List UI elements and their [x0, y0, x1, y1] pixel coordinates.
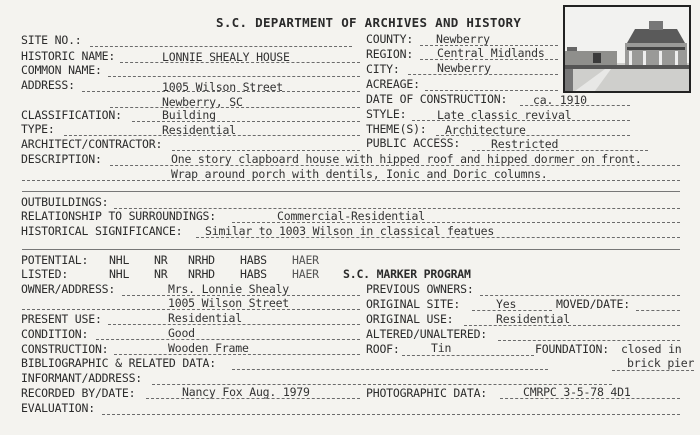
listed-habs: HABS: [240, 267, 267, 281]
listed-nr: NR: [154, 267, 168, 281]
owner-line1: Mrs. Lonnie Shealy: [168, 282, 290, 296]
foundation-label: FOUNDATION:: [535, 342, 609, 356]
type-line: [64, 135, 360, 136]
style-label: STYLE:: [366, 107, 407, 121]
description-line1: One story clapboard house with hipped roof and hipped dormer on front.: [171, 152, 642, 166]
section-divider-1: [22, 191, 680, 192]
outbuildings-label: OUTBUILDINGS:: [21, 195, 109, 209]
listed-nrhd: NRHD: [188, 267, 215, 281]
evaluation-line: [102, 414, 680, 415]
original-site-line: [472, 310, 552, 311]
significance-line: [196, 237, 680, 238]
roof-value: Tin: [431, 341, 452, 355]
region-value: Central Midlands: [437, 46, 545, 60]
classification-label: CLASSIFICATION:: [21, 108, 122, 122]
recorded-value: Nancy Fox Aug. 1979: [182, 385, 310, 399]
classification-value: Building: [162, 108, 216, 122]
site-no-line: [90, 46, 352, 47]
roof-label: ROOF:: [366, 342, 400, 356]
condition-line: [96, 339, 360, 340]
classification-line: [132, 121, 360, 122]
city-line: [408, 74, 558, 75]
architect-line: [172, 150, 360, 151]
address-line2: Newberry, SC: [162, 95, 243, 109]
description-rule2: [22, 180, 680, 181]
recorded-label: RECORDED BY/DATE:: [21, 386, 136, 400]
moved-label: MOVED/DATE:: [556, 297, 630, 311]
owner-label: OWNER/ADDRESS:: [21, 282, 116, 296]
significance-label: HISTORICAL SIGNIFICANCE:: [21, 224, 183, 238]
address-label: ADDRESS:: [21, 78, 75, 92]
potential-label: POTENTIAL:: [21, 253, 89, 267]
present-use-label: PRESENT USE:: [21, 312, 102, 326]
condition-value: Good: [168, 326, 195, 340]
type-label: TYPE:: [21, 122, 55, 136]
historic-name-line: [120, 62, 360, 63]
altered-label: ALTERED/UNALTERED:: [366, 327, 488, 341]
acreage-line: [425, 90, 558, 91]
city-value: Newberry: [437, 61, 491, 75]
listed-label: LISTED:: [21, 267, 69, 281]
marker-program-label: S.C. MARKER PROGRAM: [343, 267, 471, 281]
potential-nhl: NHL: [109, 253, 130, 267]
evaluation-label: EVALUATION:: [21, 401, 95, 415]
region-line: [420, 59, 558, 60]
previous-owners-label: PREVIOUS OWNERS:: [366, 282, 474, 296]
description-rule1: [110, 165, 680, 166]
card-title: S.C. DEPARTMENT OF ARCHIVES AND HISTORY: [216, 15, 522, 30]
foundation-line: [612, 370, 694, 371]
theme-value: Architecture: [445, 123, 526, 137]
foundation-line2: brick pier: [627, 356, 695, 370]
original-use-value: Residential: [496, 312, 570, 326]
style-line: [412, 120, 630, 121]
owner-rule2: [22, 309, 360, 310]
roof-line: [402, 355, 534, 356]
moved-line: [636, 310, 680, 311]
date-line: [520, 105, 630, 106]
altered-line: [498, 340, 680, 341]
architect-label: ARCHITECT/CONTRACTOR:: [21, 137, 163, 151]
significance-value: Similar to 1003 Wilson in classical featues: [205, 224, 495, 238]
date-label: DATE OF CONSTRUCTION:: [366, 92, 508, 106]
photo-data-value: CMRPC 3-5-78 4D1: [523, 385, 631, 399]
common-name-label: COMMON NAME:: [21, 63, 102, 77]
region-label: REGION:: [366, 47, 414, 61]
house-photo-image: [565, 7, 689, 91]
access-label: PUBLIC ACCESS:: [366, 136, 461, 150]
original-use-line: [464, 325, 680, 326]
photo-data-label: PHOTOGRAPHIC DATA:: [366, 386, 488, 400]
listed-haer: HAER: [292, 267, 319, 281]
type-value: Residential: [162, 123, 236, 137]
recorded-line: [146, 398, 360, 399]
bibliographic-line: [232, 369, 548, 370]
access-value: Restricted: [491, 137, 559, 151]
date-value: ca. 1910: [533, 93, 587, 107]
house-photo: [563, 5, 691, 93]
original-site-label: ORIGINAL SITE:: [366, 297, 461, 311]
condition-label: CONDITION:: [21, 327, 89, 341]
style-value: Late classic revival: [437, 108, 572, 122]
historic-name-value: LONNIE SHEALY HOUSE: [162, 50, 290, 64]
county-value: Newberry: [436, 32, 490, 46]
construction-label: CONSTRUCTION:: [21, 342, 109, 356]
address-line1-rule: [82, 91, 360, 92]
foundation-line1: closed in: [621, 342, 682, 356]
potential-habs: HABS: [240, 253, 267, 267]
relationship-value: Commercial-Residential: [277, 209, 425, 223]
relationship-line: [232, 222, 680, 223]
description-label: DESCRIPTION:: [21, 152, 102, 166]
construction-line: [114, 354, 360, 355]
listed-nhl: NHL: [109, 267, 130, 281]
county-label: COUNTY:: [366, 32, 414, 46]
potential-nrhd: NRHD: [188, 253, 215, 267]
photo-data-line: [500, 398, 680, 399]
potential-haer: HAER: [292, 253, 319, 267]
acreage-label: ACREAGE:: [366, 77, 420, 91]
present-use-line: [108, 324, 360, 325]
description-line2: Wrap around porch with dentils, Ionic and Doric columns.: [171, 167, 548, 181]
address-line1: 1005 Wilson Street: [162, 80, 284, 94]
common-name-line: [108, 76, 360, 77]
bibliographic-label: BIBLIOGRAPHIC & RELATED DATA:: [21, 356, 216, 370]
original-use-label: ORIGINAL USE:: [366, 312, 454, 326]
city-label: CITY:: [366, 62, 400, 76]
theme-line: [436, 135, 630, 136]
present-use-value: Residential: [168, 311, 242, 325]
informant-label: INFORMANT/ADDRESS:: [21, 371, 143, 385]
access-line: [472, 150, 648, 151]
potential-nr: NR: [154, 253, 168, 267]
section-divider-2: [22, 249, 680, 250]
theme-label: THEME(S):: [366, 122, 427, 136]
construction-value: Wooden Frame: [168, 341, 249, 355]
owner-line2: 1005 Wilson Street: [168, 296, 290, 310]
site-no-label: SITE NO.:: [21, 33, 82, 47]
address-line2-rule: [110, 107, 360, 108]
historic-name-label: HISTORIC NAME:: [21, 49, 116, 63]
relationship-label: RELATIONSHIP TO SURROUNDINGS:: [21, 209, 216, 223]
original-site-value: Yes: [496, 297, 517, 311]
previous-owners-line: [480, 295, 680, 296]
